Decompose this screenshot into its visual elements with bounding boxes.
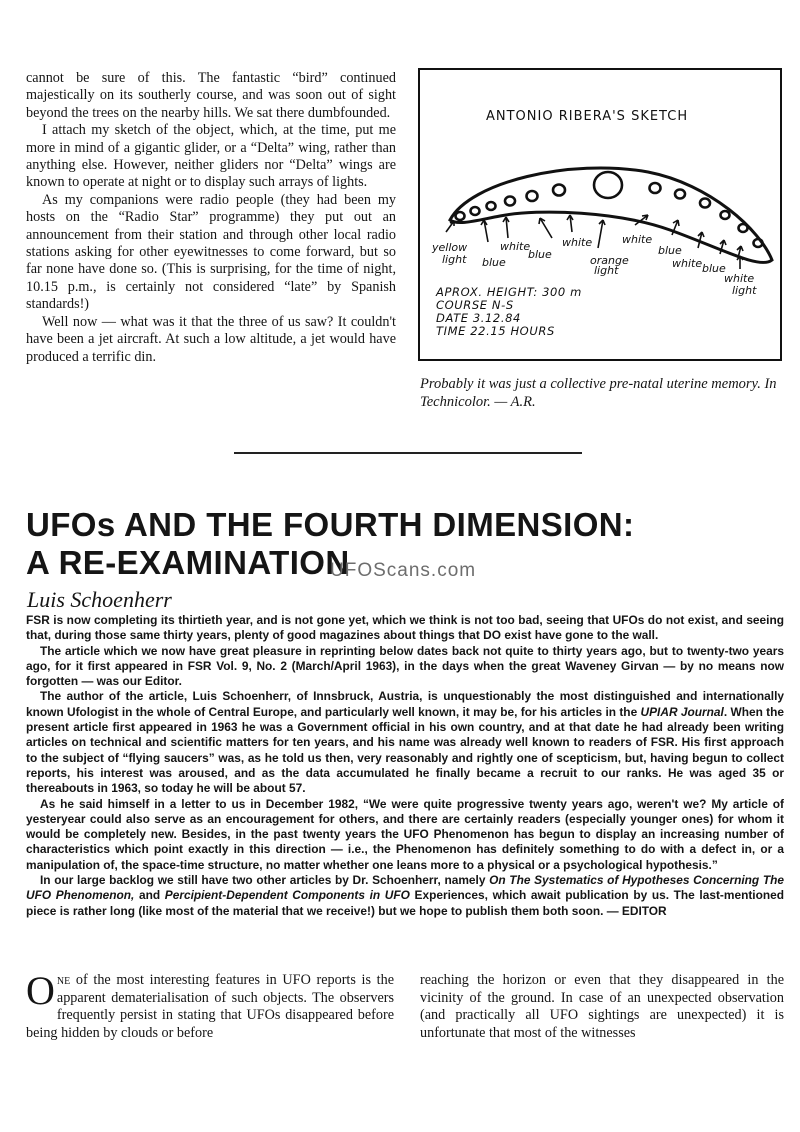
label: blue (528, 248, 552, 261)
label: light (442, 253, 467, 266)
article-title: Percipient-Dependent Components in UFO (164, 888, 410, 903)
watermark: UFOScans.com (330, 560, 477, 581)
light-marker (487, 202, 496, 210)
light-marker (471, 207, 480, 215)
light-marker (675, 190, 685, 199)
text-run: . When the present article first appeared in 1963 he was a Government official in his own country, and at that date he had already been writing articles on technical and scientific matters for ten years, and his name was already well known to readers of FSR. His first approach to the subject of “flying saucers” was, as he told us then, very reasonably and rightly one of scepticism, but, having begun to collect reports, his interest was aroused, and as the data accumulated he finally became a recruit to our ranks. He was aged 35 or thereabouts in 1963, so today he will be about 57. (26, 704, 785, 796)
label: orange (590, 254, 629, 267)
light-marker (650, 183, 661, 193)
section-divider (234, 452, 582, 454)
small-caps-run: ne (56, 972, 71, 988)
ufo-sketch-figure (418, 68, 782, 361)
central-light-marker (594, 172, 622, 198)
headline-line-1: UFOs AND THE FOURTH DIMENSION: (26, 506, 635, 543)
ufo-sketch-drawing (420, 70, 780, 359)
paragraph: I attach my sketch of the object, which, at the time, put me more in mind of a gigantic glider, or a “Delta” wing, rather than anything else. However, neither gliders nor “Delta” wings are known to operate at night or to display such arrays of lights. (26, 122, 396, 191)
light-marker (700, 199, 710, 208)
light-marker (456, 212, 465, 220)
label: white (672, 257, 703, 270)
light-marker (553, 185, 565, 196)
editor-introduction (26, 613, 784, 919)
intro-paragraph: FSR is now completing its thirtieth year, and is not gone yet, which we think is not too bad, seeing that UFOs do not exist, and seeing that, during those same thirty years, plenty of good magazines about things that DO exist have gone to the wall. (26, 613, 784, 643)
light-marker (739, 224, 748, 232)
light-marker (505, 197, 515, 206)
label: white (622, 233, 653, 246)
note-course: COURSE N-S (436, 298, 514, 312)
label: blue (482, 256, 506, 269)
note-height: APROX. HEIGHT: 300 m (436, 285, 582, 299)
paragraph: Well now — what was it that the three of us saw? It couldn't have been a jet aircraft. At such a low altitude, a jet would have produced a terrific din. (26, 313, 396, 365)
label: white (562, 236, 593, 249)
text-run: The author of the article, Luis Schoenherr, of Innsbruck, Austria, is unquestionably the most distinguished and internationally known Ufologist in the whole of Central Europe, and particularly well known, it may be, for his articles in the (26, 689, 784, 719)
drop-cap: O (26, 968, 55, 1013)
preceding-article-column (26, 70, 396, 366)
journal-title: UPIAR Journal (640, 704, 724, 719)
paragraph: As my companions were radio people (they had been my hosts on the “Radio Star” programme) they put out an announcement from their station and through other local radio stations asking for other eyewitnesses to come forward, but so far none have done so. (This is surprising, for the time of night, 10.15 p.m., is certainly not considered “late” by Spanish standards!) (26, 191, 396, 313)
label: blue (658, 244, 682, 257)
label: white (500, 240, 531, 253)
label: light (732, 284, 757, 297)
note-time: TIME 22.15 HOURS (436, 324, 555, 338)
label: white (724, 272, 755, 285)
sighting-notes (435, 285, 582, 338)
body-text: of the most interesting features in UFO reports is the apparent dematerialisation of such objects. The observers frequently persist in stating that UFOs disappeared before being hidden by clouds or before (26, 972, 394, 1041)
note-date: DATE 3.12.84 (436, 311, 521, 325)
craft-outline (450, 168, 772, 263)
article-body-column-left (26, 968, 394, 1042)
intro-paragraph (26, 873, 784, 919)
author-byline: Luis Schoenherr (27, 587, 172, 612)
intro-paragraph (26, 689, 784, 796)
article-body-column-right: reaching the horizon or even that they disappeared in the vicinity of the ground. In case of an unexpected observation (and practically all UFO sightings are unexpected) it is unfortunate that most of the witnesses (420, 972, 784, 1041)
text-run: Experiences, which await publication by us. The last-mentioned piece is rather long (like most of the material that we receive!) but we hope to publish them both soon. — EDITOR (26, 888, 784, 918)
label: yellow (432, 241, 468, 254)
label: blue (702, 262, 726, 275)
light-marker (721, 211, 730, 219)
sketch-caption: Probably it was just a collective pre-natal uterine memory. In Technicolor. — A.R. (420, 376, 777, 410)
headline-line-2: A RE-EXAMINATION (26, 544, 350, 581)
label: light (594, 264, 619, 277)
text-run: and (134, 888, 165, 903)
intro-paragraph: As he said himself in a letter to us in December 1982, “We were quite progressive twenty years ago, weren't we? My article of yesteryear could also serve as an encouragement for others, and there are certainly readers (especially younger ones) for whom it would be completely new. Besides, in the past twenty years the UFO Phenomenon has begun to display an increasing number of characteristics which point exactly in this direction — i.e., the Phenomenon has definitely something to do with a defect in, or a manipulation of, the space-time structure, no matter whether one leans more to a physical or a psychological hypothesis.” (26, 796, 784, 872)
intro-paragraph: The article which we now have great pleasure in reprinting below dates back not quite to thirty years ago, but to twenty-two years ago, for it first appeared in FSR Vol. 9, No. 2 (March/April 1963), in the days when the great Waveney Girvan — by no means now forgotten — was our Editor. (26, 643, 784, 689)
sketch-title: ANTONIO RIBERA'S SKETCH (486, 109, 689, 124)
light-marker (527, 191, 538, 201)
article-title: On The Systematics of Hypotheses Concerning The UFO Phenomenon, (26, 873, 784, 903)
text-run: In our large backlog we still have two other articles by Dr. Schoenherr, namely (40, 873, 490, 888)
paragraph: cannot be sure of this. The fantastic “bird” continued majestically on its southerly course, and was soon out of sight beyond the trees on the nearby hills. We sat there dumbfounded. (26, 70, 396, 121)
